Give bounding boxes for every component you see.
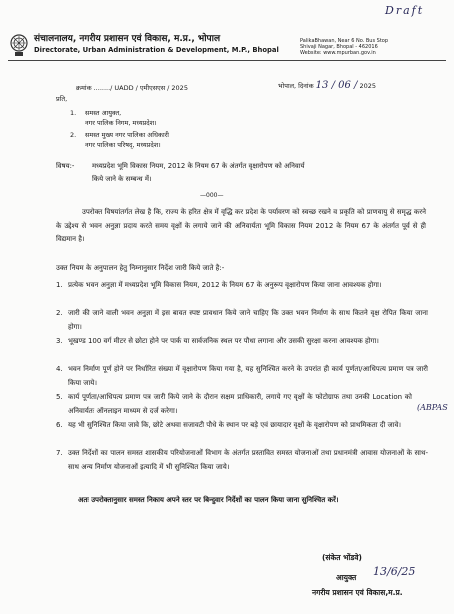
header-divider: [8, 60, 446, 61]
directive-text: कार्य पूर्णता/आधिपत्य प्रमाण पत्र जारी किये जाने के दौरान सक्षम प्राधिकारी, लगाये गए वृक्षों के फोटोग्राफ तथा उनकी Location को अनिवार्यतः ऑनलाइन माध्यम से दर्ज करेगा।: [68, 393, 412, 415]
directive-intro: उक्त नियम के अनुपालन हेतु निम्नानुसार निर्देश जारी किये जाते है:-: [56, 264, 225, 272]
date-line: [278, 82, 376, 90]
directive-text: यह भी सुनिश्चित किया जावे कि, छोटे अथवा सजावटी पौधे के स्थान पर बड़े एवं छायादार वृक्षों के वृक्षारोपण को प्राथमिकता दी जावे।: [68, 421, 402, 429]
directive-text: भूखण्ड 100 वर्ग मीटर से छोटा होने पर पार्क या सार्वजनिक स्थल पर पौधा लगाना और उसकी सुरक्षा करना आवश्यक होगा।: [68, 337, 379, 345]
address-block: [300, 38, 450, 56]
directive-item: [56, 279, 428, 307]
subject-line: मध्यप्रदेश भूमि विकास नियम, 2012 के नियम 67 के अंतर्गत वृक्षारोपण को अनिवार्य: [92, 162, 305, 170]
handwritten-abpas-note: (ABPAS: [417, 403, 448, 412]
directive-item: [56, 419, 428, 447]
date-year: 2025: [359, 82, 377, 90]
signatory-designation: आयुक्त: [336, 573, 357, 582]
intro-paragraph: उपरोक्त विषयांतर्गत लेख है कि, राज्य के हरित क्षेत्र में वृद्धि कर प्रदेश के पर्यावरण को स्वच्छ रखने व प्रकृति को प्राणवायु से समृद्ध करने के उद्देश्य से भवन अनुज्ञा प्रदाय करते समय वृक्षों के लगाये जाने की अनिवार्यता भूमि विकास नियम 2012 के नियम 67 के अंतर्गत पूर्व से ही विद्यमान है।: [56, 208, 426, 244]
directive-item: [56, 447, 428, 489]
directive-item: [56, 391, 428, 419]
recipient-line: समस्त आयुक्त,: [85, 109, 122, 117]
directive-text: भवन निर्माण पूर्ण होने पर निर्धारित संख्या में वृक्षारोपण किया गया है, यह सुनिश्चित करने के उपरांत ही कार्य पूर्णता/आधिपत्य प्रमाण पत्र जारी किया जाये।: [68, 365, 428, 387]
reference-number: क्रमांक ......../ UADD / एमीएसएस / 2025: [76, 84, 188, 92]
directive-item: [56, 335, 428, 363]
recipient-item: [70, 109, 370, 127]
recipient-number: 2.: [70, 131, 77, 139]
directive-number: 2.: [56, 309, 63, 317]
org-name-english: Directorate, Urban Administration & Development, M.P., Bhopal: [34, 46, 279, 54]
directive-number: 1.: [56, 281, 63, 289]
subject-line: किये जाने के सम्बन्ध में।: [92, 175, 152, 183]
address-line: Website: www.mpurban.gov.in: [300, 50, 376, 56]
directive-item: [56, 363, 428, 391]
signatory-name: (संकेत भोंडवे): [322, 553, 362, 562]
directive-text: जारी की जाने वाली भवन अनुज्ञा में इस बावत स्पष्ट प्रावधान किये जाने चाहिए कि उक्त भवन निर्माण के साथ कितने वृक्ष रोपित किया जाना होगा।: [68, 309, 428, 331]
signature-date: 13/6/25: [373, 565, 416, 578]
recipient-line: नगर पालिक निगम, मध्यप्रदेश।: [85, 119, 157, 127]
closing-paragraph: अतः उपरोक्तानुसार समस्त निकाय अपने स्तर पर बिन्दुवार निर्देशों का पालन किया जाना सुनिश्चित करें।: [78, 496, 339, 504]
prati-label: प्रति,: [56, 95, 68, 103]
state-emblem-icon: [9, 33, 29, 57]
directive-number: 6.: [56, 421, 63, 429]
directive-number: 3.: [56, 337, 63, 345]
directive-item: [56, 307, 428, 335]
recipient-item: [70, 131, 370, 149]
directive-text: प्रत्येक भवन अनुज्ञा में मध्यप्रदेश भूमि विकास नियम, 2012 के नियम 67 के अनुरूप वृक्षारोपण किया जाना आवश्यक होगा।: [68, 281, 382, 289]
org-name-hindi: संचालनालय, नगरीय प्रशासन एवं विकास, म.प्र., भोपाल: [34, 34, 221, 44]
recipient-line: नगर पालिका परिषद्, मध्यप्रदेश।: [85, 141, 161, 149]
date-label: भोपाल, दिनांक: [278, 82, 314, 90]
subject-block: [56, 160, 426, 186]
subject-label: विषय:-: [56, 162, 75, 170]
directive-number: 5.: [56, 393, 63, 401]
directive-text: उक्त निर्देशों का पालन समस्त शासकीय परियोजनाओं विभाग के अंतर्गत प्रस्तावित समस्त योजनाओं तथा प्रधानमंत्री आवास योजनाओं के साथ-साथ अन्य निर्माण योजनाओं इत्यादि में भी सुनिश्चित किया जाये।: [68, 449, 428, 471]
address-line: Shivaji Nagar, Bhopal - 462016: [300, 44, 378, 50]
recipient-line: समस्त मुख्य नगर पालिका अधिकारी: [85, 131, 169, 139]
draft-mark: Draft: [385, 4, 425, 17]
directive-number: 7.: [56, 449, 63, 457]
directive-number: 4.: [56, 365, 63, 373]
directive-list: [56, 279, 428, 489]
separator: —000—: [200, 192, 224, 199]
handwritten-date: 13 / 06 /: [315, 80, 358, 91]
signatory-office: नगरीय प्रशासन एवं विकास,म.प्र.: [312, 588, 403, 597]
address-line: PalikaBhawan, Near 6 No. Bus Stop: [300, 38, 389, 44]
recipient-number: 1.: [70, 109, 77, 117]
